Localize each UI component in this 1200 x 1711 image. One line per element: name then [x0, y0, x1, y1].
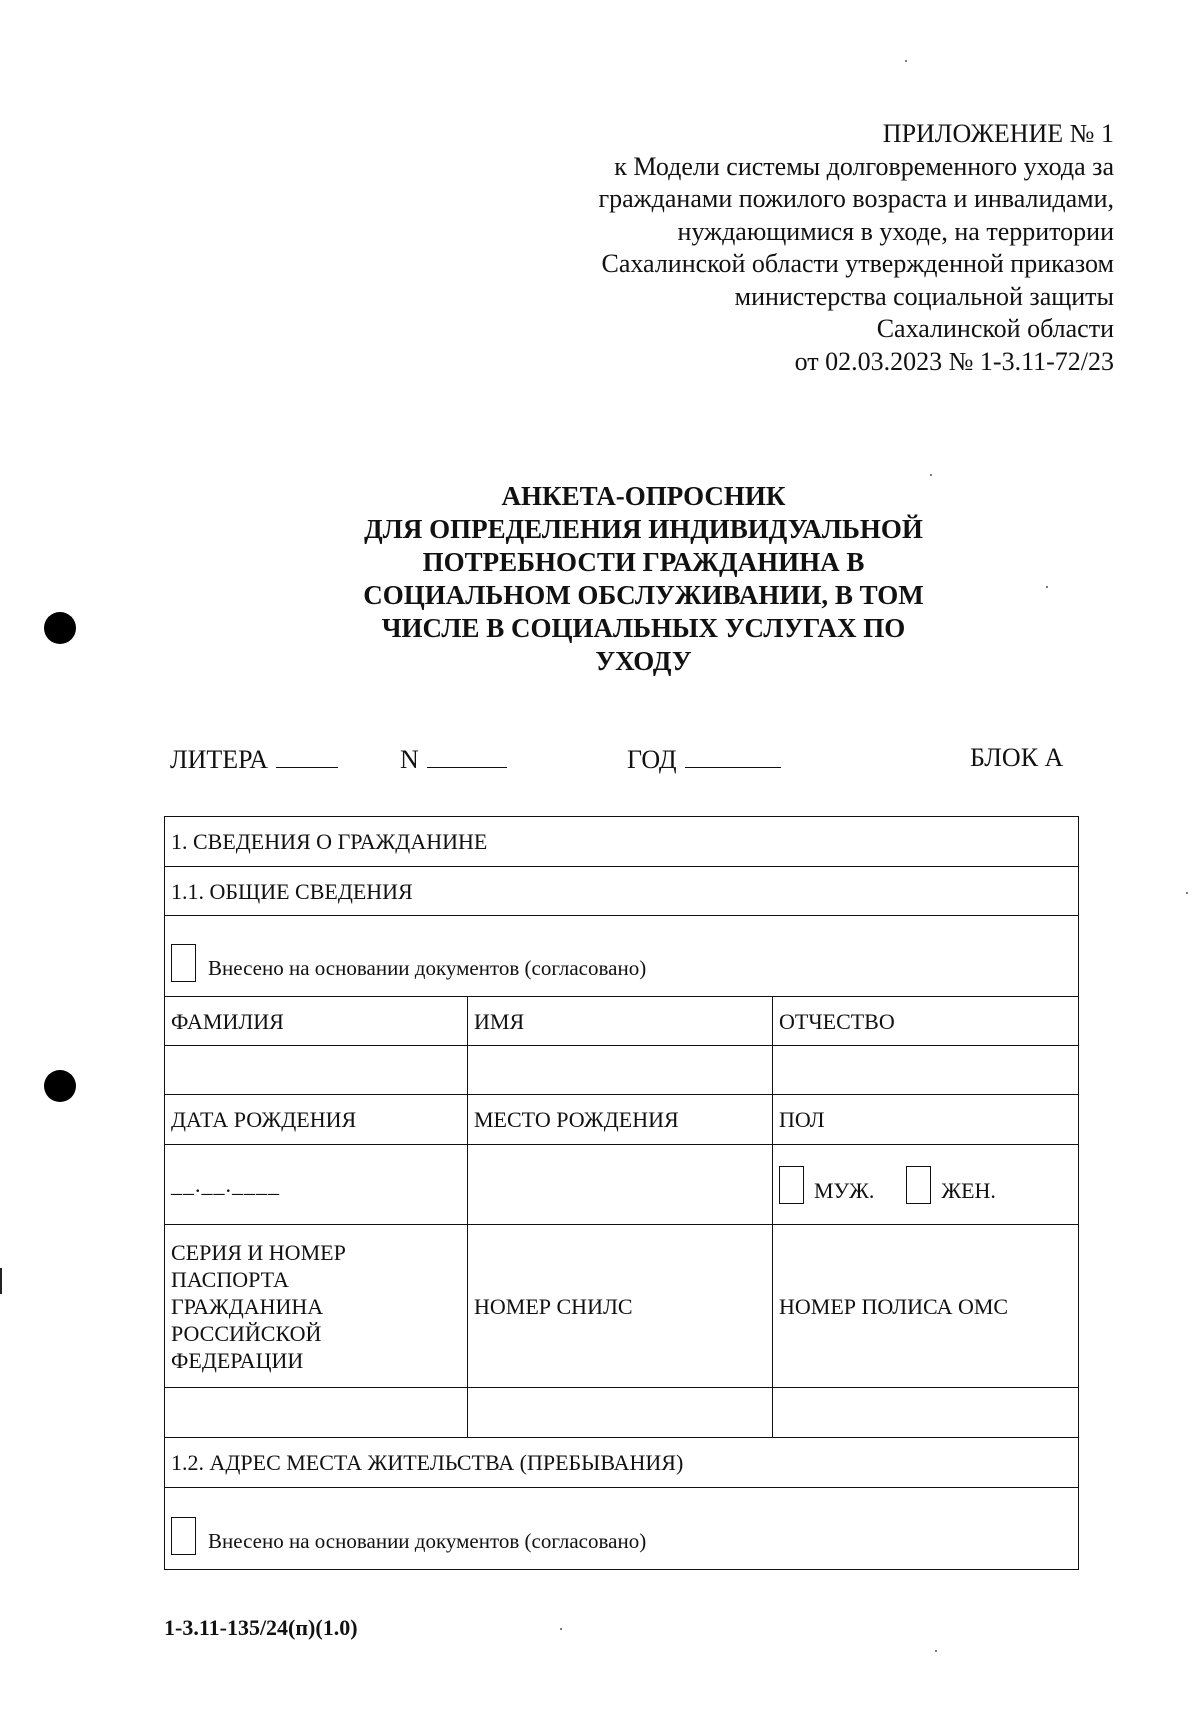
snils-header: НОМЕР СНИЛС — [468, 1225, 773, 1388]
docs-confirmed-row — [165, 916, 1079, 997]
number-label: N — [400, 745, 419, 774]
citizen-info-table — [164, 816, 1079, 1570]
passport-header-line: ГРАЖДАНИНА — [171, 1293, 324, 1319]
document-code: 1-3.11-135/24(п)(1.0) — [164, 1615, 358, 1640]
punch-hole-top — [44, 612, 76, 644]
title-line: ПОТРЕБНОСТИ ГРАЖДАНИНА В — [422, 547, 865, 577]
number-input-line[interactable] — [427, 743, 507, 768]
scan-speck — [905, 60, 907, 62]
oms-header: НОМЕР ПОЛИСА ОМС — [773, 1225, 1079, 1388]
address-docs-confirmed-checkbox[interactable] — [171, 1517, 196, 1555]
number-field[interactable] — [400, 743, 507, 775]
passport-header-line: ПАСПОРТА — [171, 1266, 289, 1292]
year-field[interactable] — [627, 743, 781, 775]
male-label: МУЖ. — [814, 1177, 875, 1203]
title-line: СОЦИАЛЬНОМ ОБСЛУЖИВАНИИ, В ТОМ — [363, 580, 924, 610]
title-line: ЧИСЛЕ В СОЦИАЛЬНЫХ УСЛУГАХ ПО — [381, 613, 906, 643]
year-label: ГОД — [627, 745, 677, 774]
passport-header — [165, 1225, 468, 1388]
scan-speck — [935, 1650, 937, 1652]
snils-input-cell[interactable] — [468, 1388, 773, 1438]
birth-date-header: ДАТА РОЖДЕНИЯ — [165, 1095, 468, 1145]
appendix-line: гражданами пожилого возраста и инвалидами, — [598, 184, 1114, 213]
docs-confirmed-label: Внесено на основании документов (согласовано) — [208, 956, 647, 980]
male-checkbox[interactable] — [779, 1166, 804, 1204]
appendix-line: министерства социальной защиты — [734, 281, 1114, 311]
appendix-line: ПРИЛОЖЕНИЕ № 1 — [882, 119, 1114, 148]
passport-header-line: ФЕДЕРАЦИИ — [171, 1347, 304, 1373]
surname-input-cell[interactable] — [165, 1046, 468, 1095]
sex-option-male[interactable] — [779, 1166, 874, 1204]
female-label: ЖЕН. — [941, 1177, 996, 1203]
scan-speck — [560, 1628, 562, 1630]
scan-edge-mark — [0, 1268, 2, 1294]
block-label: БЛОК А — [970, 743, 1064, 772]
address-docs-confirmed-row — [165, 1488, 1079, 1570]
appendix-line: нуждающимися в уходе, на территории — [677, 216, 1114, 246]
appendix-reference — [598, 118, 1114, 378]
birth-place-input-cell[interactable] — [468, 1145, 773, 1225]
appendix-line: от 02.03.2023 № 1-3.11-72/23 — [794, 346, 1114, 376]
appendix-line: Сахалинской области утвержденной приказом — [601, 249, 1114, 278]
sex-option-female[interactable] — [906, 1166, 996, 1204]
patronymic-header: ОТЧЕСТВО — [773, 997, 1079, 1046]
scan-speck — [1046, 586, 1048, 588]
title-line: ДЛЯ ОПРЕДЕЛЕНИЯ ИНДИВИДУАЛЬНОЙ — [364, 514, 923, 544]
appendix-line: Сахалинской области — [876, 314, 1114, 343]
name-header: ИМЯ — [468, 997, 773, 1046]
appendix-line: к Модели системы долговременного ухода за — [614, 151, 1114, 181]
section-1-heading: 1. СВЕДЕНИЯ О ГРАЖДАНИНЕ — [165, 817, 1079, 867]
title-line: УХОДУ — [595, 646, 692, 676]
docs-confirmed-checkbox[interactable] — [171, 944, 196, 982]
address-docs-confirmed-label: Внесено на основании документов (согласовано) — [208, 1528, 647, 1553]
passport-header-line: РОССИЙСКОЙ — [171, 1320, 322, 1346]
birth-date-mask: __.__.____ — [171, 1172, 280, 1197]
passport-header-line: СЕРИЯ И НОМЕР — [171, 1239, 346, 1265]
birth-place-header: МЕСТО РОЖДЕНИЯ — [468, 1095, 773, 1145]
scan-speck — [930, 474, 932, 476]
surname-header: ФАМИЛИЯ — [165, 997, 468, 1046]
sex-options-cell — [773, 1145, 1079, 1225]
header-fields-row — [170, 743, 1072, 779]
litera-input-line[interactable] — [276, 743, 338, 768]
oms-input-cell[interactable] — [773, 1388, 1079, 1438]
sex-header: ПОЛ — [773, 1095, 1079, 1145]
year-input-line[interactable] — [685, 743, 781, 768]
punch-hole-bottom — [44, 1070, 76, 1102]
section-1-2-heading: 1.2. АДРЕС МЕСТА ЖИТЕЛЬСТВА (ПРЕБЫВАНИЯ) — [165, 1438, 1079, 1488]
passport-input-cell[interactable] — [165, 1388, 468, 1438]
birth-date-input-cell[interactable] — [165, 1145, 468, 1225]
document-title — [300, 480, 987, 678]
litera-label: ЛИТЕРА — [170, 745, 269, 774]
scan-speck — [1186, 892, 1188, 894]
female-checkbox[interactable] — [906, 1166, 931, 1204]
title-line: АНКЕТА-ОПРОСНИК — [501, 481, 786, 511]
section-1-1-heading: 1.1. ОБЩИЕ СВЕДЕНИЯ — [165, 867, 1079, 916]
litera-field[interactable] — [170, 743, 338, 775]
patronymic-input-cell[interactable] — [773, 1046, 1079, 1095]
name-input-cell[interactable] — [468, 1046, 773, 1095]
